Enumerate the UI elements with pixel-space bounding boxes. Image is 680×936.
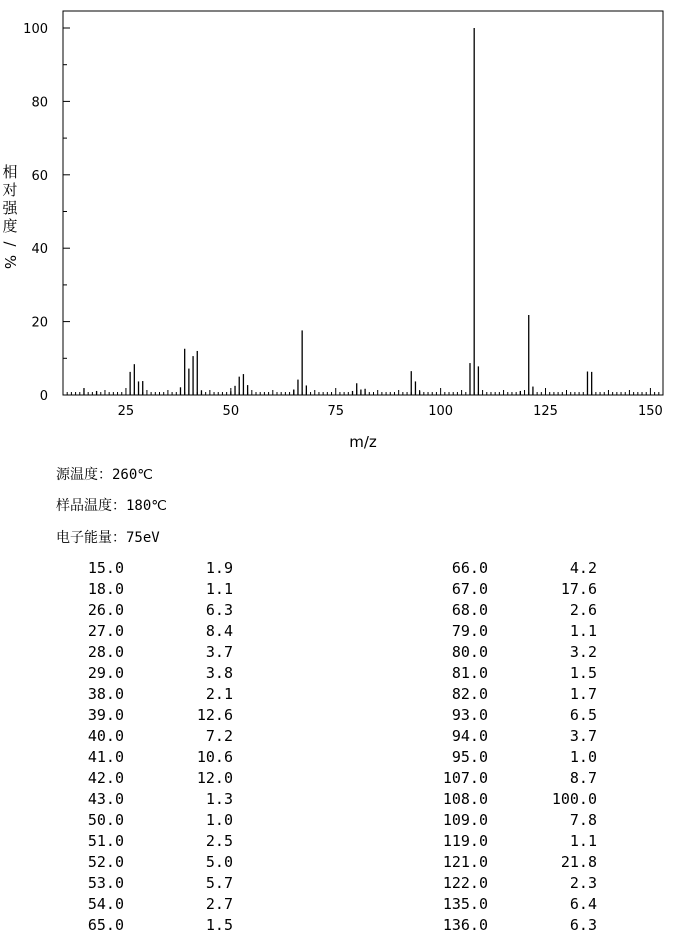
y-axis-label-char: / xyxy=(1,241,19,247)
peak-intensity: 2.5 xyxy=(205,832,233,850)
peak-intensity: 100.0 xyxy=(551,790,597,808)
peak-mz: 41.0 xyxy=(87,748,124,766)
peak-intensity: 5.0 xyxy=(205,853,233,871)
mass-spectrum-chart xyxy=(0,0,680,460)
peak-mz: 79.0 xyxy=(451,622,488,640)
x-tick-label: 25 xyxy=(117,404,135,419)
peak-mz: 50.0 xyxy=(87,811,124,829)
peak-mz: 80.0 xyxy=(451,643,488,661)
peak-intensity: 5.7 xyxy=(205,874,233,892)
sample-temperature-label: 样品温度： xyxy=(56,498,126,514)
peak-intensity: 8.4 xyxy=(205,622,233,640)
y-axis-label-char: 强 xyxy=(2,199,18,217)
peak-mz: 42.0 xyxy=(87,769,124,787)
peak-mz: 18.0 xyxy=(87,580,124,598)
peak-mz: 68.0 xyxy=(451,601,488,619)
peak-intensity: 10.6 xyxy=(196,748,233,766)
peak-mz: 53.0 xyxy=(87,874,124,892)
peak-intensity: 12.6 xyxy=(196,706,233,724)
y-tick-label: 60 xyxy=(31,168,48,184)
y-axis-label-char: % xyxy=(1,254,19,270)
x-axis-label: m/z xyxy=(349,433,377,451)
sample-temperature-value: 180℃ xyxy=(126,498,168,514)
peak-intensity: 21.8 xyxy=(560,853,597,871)
y-tick-label: 80 xyxy=(31,95,48,111)
peak-intensity: 2.7 xyxy=(205,895,233,913)
peak-intensity: 17.6 xyxy=(560,580,597,598)
peak-mz: 15.0 xyxy=(87,559,124,577)
peak-mz: 93.0 xyxy=(451,706,488,724)
peak-mz: 27.0 xyxy=(87,622,124,640)
x-tick-label: 150 xyxy=(637,404,663,419)
peak-mz: 95.0 xyxy=(451,748,488,766)
electron-energy xyxy=(56,527,160,547)
peak-intensity: 2.3 xyxy=(569,874,597,892)
peak-intensity: 1.3 xyxy=(205,790,233,808)
y-axis-label-char: 对 xyxy=(2,181,18,199)
peak-mz: 52.0 xyxy=(87,853,124,871)
peak-mz: 119.0 xyxy=(442,832,488,850)
source-temperature xyxy=(56,464,153,484)
peak-mz: 121.0 xyxy=(442,853,488,871)
peak-intensity: 1.1 xyxy=(569,832,597,850)
y-tick-label: 20 xyxy=(31,315,48,331)
y-axis-label-char: 度 xyxy=(2,217,18,235)
peak-mz: 26.0 xyxy=(87,601,124,619)
electron-energy-value: 75eV xyxy=(126,530,160,546)
peak-mz: 54.0 xyxy=(87,895,124,913)
peak-mz: 39.0 xyxy=(87,706,124,724)
peak-intensity: 3.2 xyxy=(569,643,597,661)
peak-intensity: 12.0 xyxy=(196,769,233,787)
peak-mz: 40.0 xyxy=(87,727,124,745)
peak-mz: 109.0 xyxy=(442,811,488,829)
peak-mz: 65.0 xyxy=(87,916,124,934)
peak-intensity: 4.2 xyxy=(569,559,597,577)
peak-intensity: 1.9 xyxy=(205,559,233,577)
peak-mz: 28.0 xyxy=(87,643,124,661)
x-tick-label: 50 xyxy=(222,404,240,419)
sample-temperature xyxy=(56,495,167,515)
peak-mz: 82.0 xyxy=(451,685,488,703)
peak-mz: 136.0 xyxy=(442,916,488,934)
peak-intensity: 6.5 xyxy=(569,706,597,724)
peak-mz: 94.0 xyxy=(451,727,488,745)
peak-mz: 43.0 xyxy=(87,790,124,808)
peak-intensity: 3.7 xyxy=(569,727,597,745)
peak-mz: 66.0 xyxy=(451,559,488,577)
peak-mz: 29.0 xyxy=(87,664,124,682)
x-tick-label: 125 xyxy=(533,404,558,419)
peak-intensity: 6.3 xyxy=(205,601,233,619)
x-tick-label: 100 xyxy=(428,404,454,419)
source-temperature-label: 源温度： xyxy=(56,467,112,483)
peak-intensity: 1.1 xyxy=(205,580,233,598)
peak-mz: 38.0 xyxy=(87,685,124,703)
x-tick-label: 75 xyxy=(327,404,345,419)
peak-mz: 135.0 xyxy=(442,895,488,913)
peak-intensity: 1.5 xyxy=(205,916,233,934)
y-axis-label xyxy=(1,163,19,271)
peak-intensity: 2.6 xyxy=(569,601,597,619)
electron-energy-label: 电子能量： xyxy=(56,530,126,546)
peak-mz: 108.0 xyxy=(442,790,488,808)
y-tick-label: 0 xyxy=(39,389,48,404)
peak-intensity: 1.0 xyxy=(569,748,597,766)
peak-intensity: 3.8 xyxy=(205,664,233,682)
peak-mz: 107.0 xyxy=(442,769,488,787)
y-tick-label: 40 xyxy=(31,242,48,258)
peak-mz: 81.0 xyxy=(451,664,488,682)
peak-intensity: 6.4 xyxy=(569,895,597,913)
peak-intensity: 7.2 xyxy=(205,727,233,745)
peak-intensity: 7.8 xyxy=(569,811,597,829)
peak-intensity: 1.0 xyxy=(205,811,233,829)
peak-intensity: 8.7 xyxy=(569,769,597,787)
source-temperature-value: 260℃ xyxy=(112,467,154,483)
peak-intensity: 6.3 xyxy=(569,916,597,934)
peak-mz: 51.0 xyxy=(87,832,124,850)
peak-intensity: 3.7 xyxy=(205,643,233,661)
peak-intensity: 1.7 xyxy=(569,685,597,703)
peak-intensity: 1.5 xyxy=(569,664,597,682)
y-axis-label-char: 相 xyxy=(2,163,18,181)
peak-mz: 122.0 xyxy=(442,874,488,892)
y-tick-label: 100 xyxy=(23,22,48,37)
peak-intensity: 1.1 xyxy=(569,622,597,640)
peak-mz: 67.0 xyxy=(451,580,488,598)
plot-frame xyxy=(63,11,663,395)
peak-intensity: 2.1 xyxy=(205,685,233,703)
